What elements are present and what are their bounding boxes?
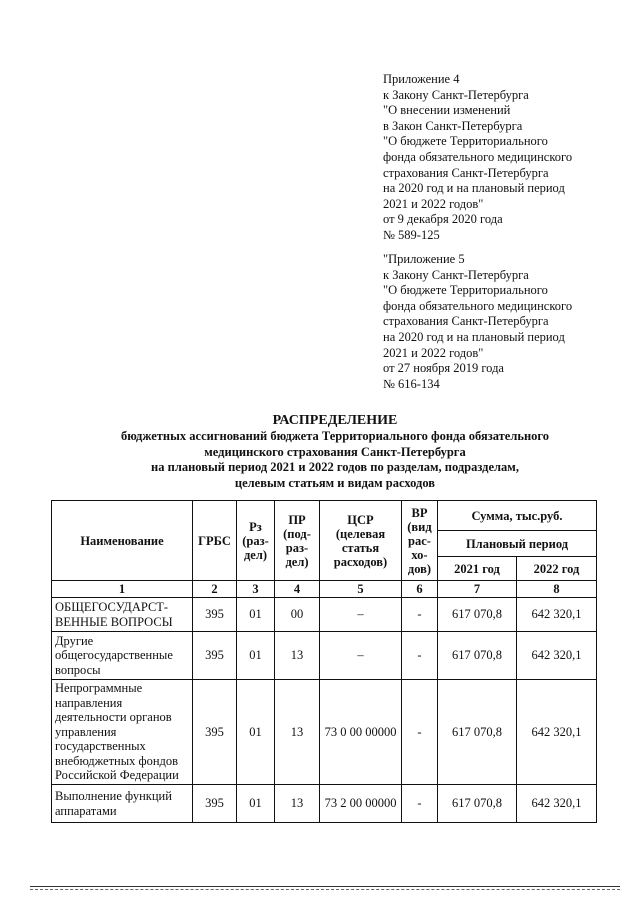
header-vr: ВР (вид рас-хо-дов) xyxy=(402,501,438,581)
cell-2021: 617 070,8 xyxy=(438,680,517,785)
annex-line: фонда обязательного медицинского xyxy=(383,149,573,164)
annex-line: "Приложение 5 xyxy=(383,252,465,266)
cell-pr: 13 xyxy=(275,632,320,680)
cell-rz: 01 xyxy=(237,598,275,632)
column-number: 5 xyxy=(320,581,402,598)
title-line: бюджетных ассигнований бюджета Территориального фонда обязательного xyxy=(120,429,550,443)
title-line: на плановый период 2021 и 2022 годов по разделам, подразделам, xyxy=(151,460,519,474)
header-rz: Рз (раз-дел) xyxy=(237,501,275,581)
cell-vr: - xyxy=(402,598,438,632)
annex-line: на 2020 год и на плановый период xyxy=(383,329,565,344)
header-sum: Сумма, тыс.руб. xyxy=(438,501,597,531)
column-number: 2 xyxy=(193,581,237,598)
cell-2022: 642 320,1 xyxy=(517,785,597,823)
header-csr: ЦСР (целевая статья расходов) xyxy=(320,501,402,581)
header-plan: Плановый период xyxy=(438,531,597,557)
cell-csr: 73 0 00 00000 xyxy=(320,680,402,785)
cell-vr: - xyxy=(402,680,438,785)
cell-vr: - xyxy=(402,785,438,823)
annex-line: страхования Санкт-Петербурга xyxy=(383,165,549,180)
annex-line: фонда обязательного медицинского xyxy=(383,298,573,313)
header-year-2021: 2021 год xyxy=(438,557,517,581)
annex-line: к Закону Санкт-Петербурга xyxy=(383,267,529,282)
annex-line: в Закон Санкт-Петербурга xyxy=(383,118,523,133)
annex-date: от 9 декабря 2020 года xyxy=(383,212,503,227)
cell-grbs: 395 xyxy=(193,785,237,823)
title-line: целевым статьям и видам расходов xyxy=(234,475,436,490)
column-number: 6 xyxy=(402,581,438,598)
column-number: 7 xyxy=(438,581,517,598)
annex-line: "О бюджете Территориального xyxy=(383,283,548,298)
annex-block-previous xyxy=(383,252,572,392)
annex-line: 2021 и 2022 годов" xyxy=(383,345,484,360)
cell-grbs: 395 xyxy=(193,598,237,632)
header-name: Наименование xyxy=(52,501,193,581)
cell-rz: 01 xyxy=(237,785,275,823)
annex-line: "О бюджете Территориального xyxy=(383,134,548,149)
column-number: 4 xyxy=(275,581,320,598)
cell-name: Выполнение функций аппаратами xyxy=(52,785,193,823)
annex-line: на 2020 год и на плановый период xyxy=(383,181,565,196)
header-pr: ПР (под-раз-дел) xyxy=(275,501,320,581)
table-row xyxy=(52,632,597,680)
annex-line: "О внесении изменений xyxy=(383,103,511,118)
budget-table xyxy=(51,500,597,823)
cell-csr: 73 2 00 00000 xyxy=(320,785,402,823)
annex-line: к Закону Санкт-Петербурга xyxy=(383,87,529,102)
column-number: 1 xyxy=(52,581,193,598)
header-year-2022: 2022 год xyxy=(517,557,597,581)
cell-pr: 13 xyxy=(275,680,320,785)
cell-csr: – xyxy=(320,598,402,632)
cell-2022: 642 320,1 xyxy=(517,598,597,632)
column-number: 8 xyxy=(517,581,597,598)
column-number: 3 xyxy=(237,581,275,598)
cell-rz: 01 xyxy=(237,632,275,680)
header-grbs: ГРБС xyxy=(193,501,237,581)
cell-grbs: 395 xyxy=(193,632,237,680)
cell-name: Непрограммные направления деятельности органов управления государственных внебюджетных фондов Российской Федерации xyxy=(52,680,193,785)
cell-2021: 617 070,8 xyxy=(438,632,517,680)
annex-line: страхования Санкт-Петербурга xyxy=(383,314,549,329)
cell-name: ОБЩЕГОСУДАРСТ-ВЕННЫЕ ВОПРОСЫ xyxy=(52,598,193,632)
scan-edge-line xyxy=(30,889,620,890)
annex-number: № 589-125 xyxy=(383,227,440,242)
cell-grbs: 395 xyxy=(193,680,237,785)
document-title xyxy=(60,412,610,491)
cell-2021: 617 070,8 xyxy=(438,598,517,632)
cell-2022: 642 320,1 xyxy=(517,680,597,785)
table-row xyxy=(52,680,597,785)
cell-vr: - xyxy=(402,632,438,680)
cell-2022: 642 320,1 xyxy=(517,632,597,680)
annex-line: Приложение 4 xyxy=(383,72,460,86)
annex-line: 2021 и 2022 годов" xyxy=(383,196,484,211)
table-row xyxy=(52,598,597,632)
cell-pr: 13 xyxy=(275,785,320,823)
table-row xyxy=(52,785,597,823)
cell-rz: 01 xyxy=(237,680,275,785)
cell-name: Другие общегосударственные вопросы xyxy=(52,632,193,680)
scan-edge-line xyxy=(30,886,620,887)
cell-2021: 617 070,8 xyxy=(438,785,517,823)
annex-block-current xyxy=(383,72,572,244)
cell-csr: – xyxy=(320,632,402,680)
annex-date: от 27 ноября 2019 года xyxy=(383,361,504,376)
title-main: РАСПРЕДЕЛЕНИЕ xyxy=(272,413,398,428)
cell-pr: 00 xyxy=(275,598,320,632)
title-line: медицинского страхования Санкт-Петербурга xyxy=(204,444,466,459)
annex-number: № 616-134 xyxy=(383,376,440,391)
